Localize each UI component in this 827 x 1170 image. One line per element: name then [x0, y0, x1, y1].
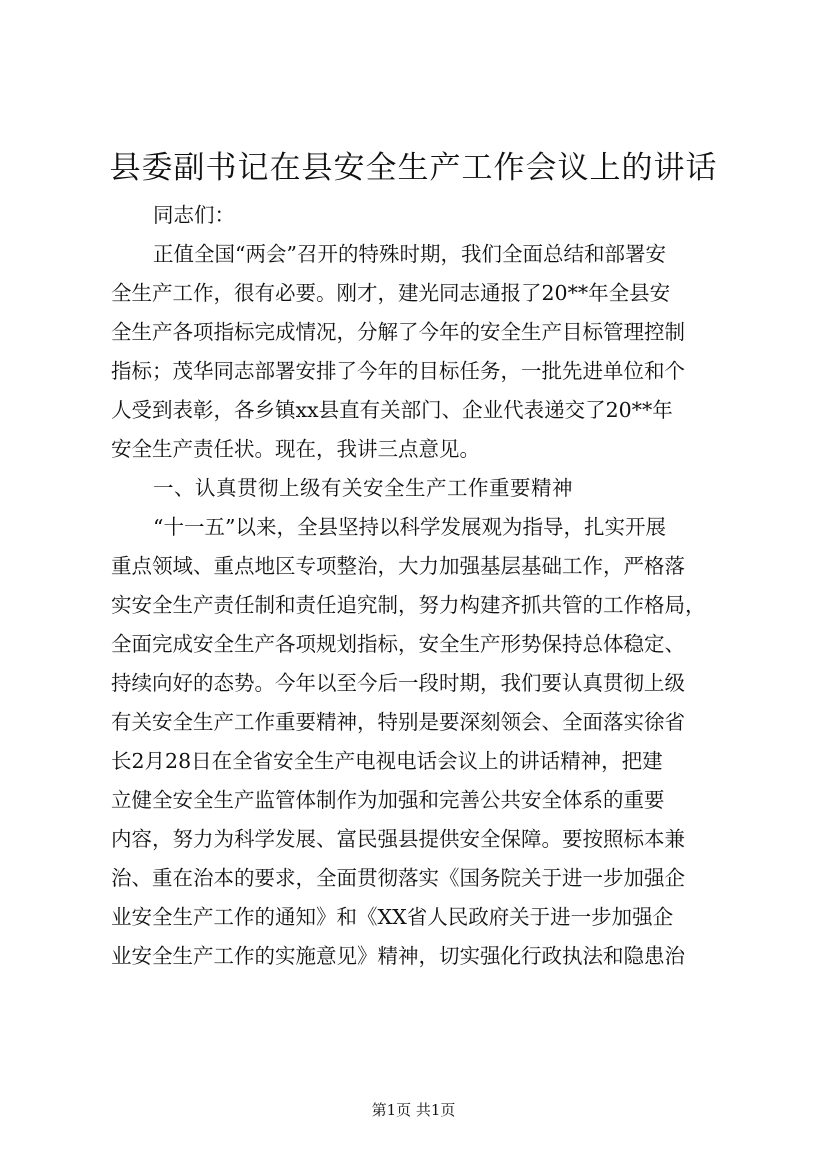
paragraph-line: 内容，努力为科学发展、富民强县提供安全保障。要按照标本兼 [111, 827, 685, 851]
paragraph-line: 重点领域、重点地区专项整治，大力加强基层基础工作，严格落 [111, 554, 685, 578]
paragraph-line: 治、重在治本的要求，全面贯彻落实《国务院关于进一步加强企 [111, 866, 685, 890]
paragraph-line: 长2月28日在全省安全生产电视电话会议上的讲话精神，把建 [111, 749, 663, 773]
section-heading: 一、认真贯彻上级有关安全生产工作重要精神 [153, 476, 573, 500]
paragraph-line: 人受到表彰，各乡镇xx县直有关部门、企业代表递交了20**年 [111, 398, 673, 422]
paragraph-line: 业安全生产工作的实施意见》精神，切实强化行政执法和隐患治 [111, 944, 685, 968]
document-body [111, 196, 739, 976]
paragraph-line: “十一五”以来，全县坚持以科学发展观为指导，扎实开展 [153, 515, 666, 539]
page-footer: 第1页 共1页 [371, 1101, 456, 1119]
paragraph-line: 持续向好的态势。今年以至今后一段时期，我们要认真贯彻上级 [111, 671, 685, 695]
paragraph-line: 指标；茂华同志部署安排了今年的目标任务，一批先进单位和个 [111, 359, 685, 383]
paragraph-line: 有关安全生产工作重要精神，特别是要深刻领会、全面落实徐省 [111, 710, 685, 734]
paragraph-line: 业安全生产工作的通知》和《XX省人民政府关于进一步加强企 [111, 905, 674, 929]
paragraph-line: 安全生产责任状。现在，我讲三点意见。 [111, 437, 480, 461]
paragraph-line: 实安全生产责任制和责任追究制，努力构建齐抓共管的工作格局， [111, 593, 706, 617]
salutation-line: 同志们： [153, 203, 235, 227]
paragraph-line: 全生产工作，很有必要。刚才，建光同志通报了20**年全县安 [111, 281, 671, 305]
paragraph-line: 全面完成安全生产各项规划指标，安全生产形势保持总体稳定、 [111, 632, 685, 656]
paragraph-line: 正值全国“两会”召开的特殊时期，我们全面总结和部署安 [153, 242, 666, 266]
paragraph-line: 立健全安全生产监管体制作为加强和完善公共安全体系的重要 [111, 788, 665, 812]
document-title: 县委副书记在县安全生产工作会议上的讲话 [109, 150, 718, 186]
paragraph-line: 全生产各项指标完成情况，分解了今年的安全生产目标管理控制 [111, 320, 685, 344]
